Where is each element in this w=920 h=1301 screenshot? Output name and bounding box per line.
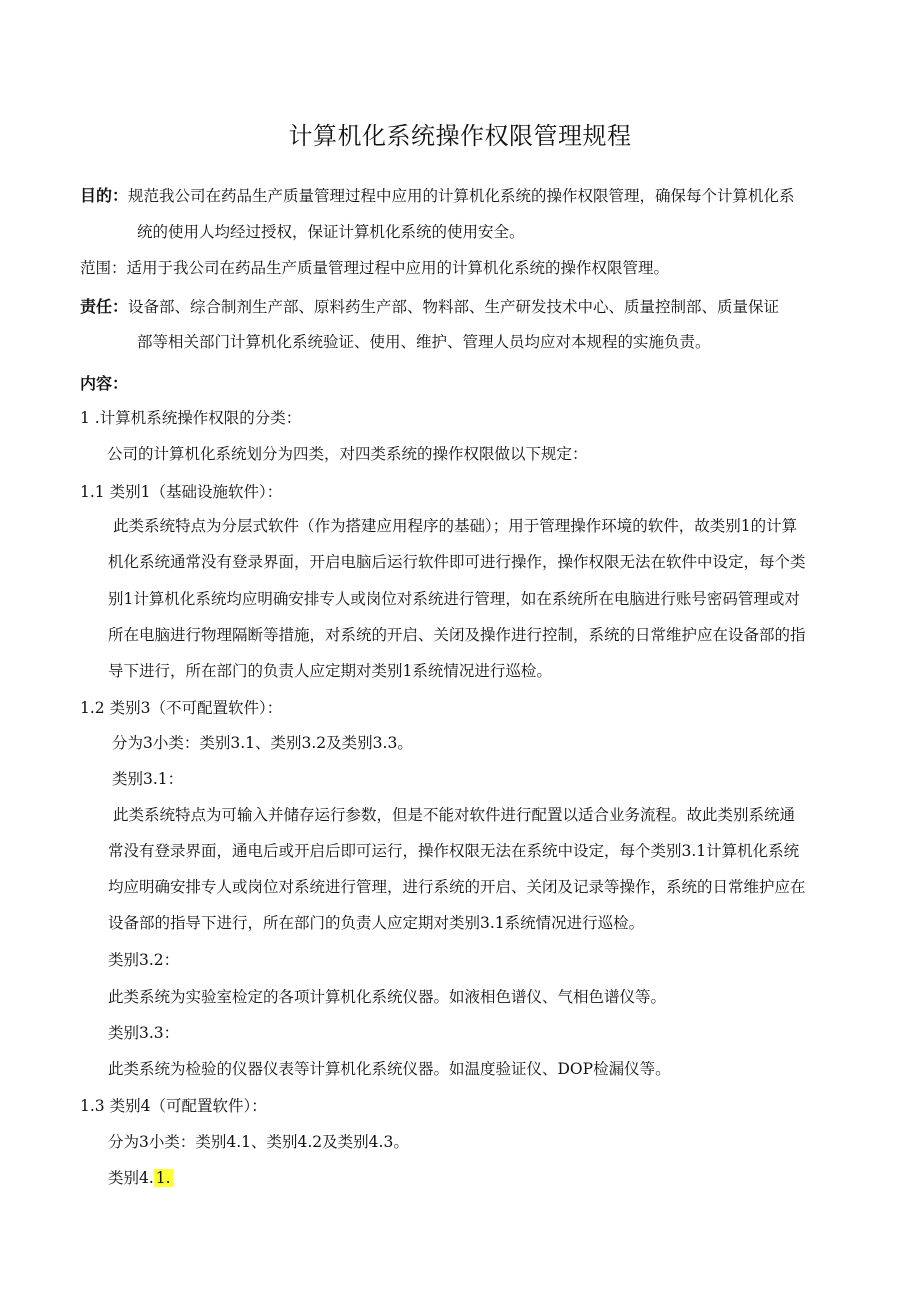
document-title: 计算机化系统操作权限管理规程 — [288, 122, 632, 150]
highlighted-text: 1. — [155, 1169, 171, 1187]
section-1-3-heading: 1.3 类别4（可配置软件）： — [80, 1097, 267, 1115]
category-3-1-heading: 类别3.1： — [112, 770, 184, 788]
category-3-3-text: 此类系统为检验的仪器仪表等计算机化系统仪器。如温度验证仪、DOP检漏仪等。 — [108, 1060, 671, 1078]
section-1-1-text-2: 机化系统通常没有登录界面，开启电脑后运行软件即可进行操作，操作权限无法在软件中设定，每个类 — [108, 553, 806, 571]
category-3-2-text: 此类系统为实验室检定的各项计算机化系统仪器。如液相色谱仪、气相色谱仪等。 — [108, 988, 667, 1006]
purpose-text-1: 规范我公司在药品生产质量管理过程中应用的计算机化系统的操作权限管理，确保每个计算机化系 — [128, 187, 795, 205]
content-label: 内容： — [80, 374, 129, 393]
category-3-2-heading: 类别3.2： — [108, 951, 180, 969]
category-4-1-prefix: 类别4. — [108, 1169, 154, 1187]
purpose-line-1 — [80, 186, 795, 206]
responsibility-text-1: 设备部、综合制剂生产部、原料药生产部、物料部、生产研发技术中心、质量控制部、质量保证 — [128, 298, 780, 316]
responsibility-text-2: 部等相关部门计算机化系统验证、使用、维护、管理人员均应对本规程的实施负责。 — [137, 333, 711, 351]
category-3-1-text-3: 均应明确安排专人或岗位对系统进行管理，进行系统的开启、关闭及记录等操作，系统的日常维护应在 — [108, 878, 806, 896]
section-1-1-text-1: 此类系统特点为分层式软件（作为搭建应用程序的基础）；用于管理操作环境的软件，故类别1的计算 — [113, 517, 798, 535]
purpose-text-2: 统的使用人均经过授权，保证计算机化系统的使用安全。 — [137, 223, 525, 241]
category-3-3-heading: 类别3.3： — [108, 1024, 180, 1042]
category-3-1-text-1: 此类系统特点为可输入并储存运行参数，但是不能对软件进行配置以适合业务流程。故此类别系统通 — [113, 806, 796, 824]
section-1-2-heading: 1.2 类别3（不可配置软件）： — [80, 699, 283, 717]
section-1-heading: 1 .计算机系统操作权限的分类： — [80, 409, 302, 427]
purpose-label: 目的： — [80, 186, 129, 205]
category-3-1-text-4: 设备部的指导下进行，所在部门的负责人应定期对类别3.1系统情况进行巡检。 — [108, 914, 645, 932]
category-3-1-text-2: 常没有登录界面，通电后或开启后即可运行，操作权限无法在系统中设定，每个类别3.1计算机化系统 — [108, 842, 800, 860]
responsibility-line-1 — [80, 297, 779, 317]
responsibility-label: 责任： — [80, 297, 129, 316]
scope-text: 范围：适用于我公司在药品生产质量管理过程中应用的计算机化系统的操作权限管理。 — [80, 259, 670, 277]
section-1-1-text-5: 导下进行，所在部门的负责人应定期对类别1系统情况进行巡检。 — [108, 662, 552, 680]
section-1-text: 公司的计算机化系统划分为四类，对四类系统的操作权限做以下规定： — [107, 445, 588, 463]
section-1-3-subclasses: 分为3小类：类别4.1、类别4.2及类别4.3。 — [108, 1133, 409, 1151]
section-1-1-heading: 1.1 类别1（基础设施软件）： — [80, 483, 283, 501]
section-1-2-subclasses: 分为3小类：类别3.1、类别3.2及类别3.3。 — [112, 734, 413, 752]
section-1-1-text-3: 别1计算机化系统均应明确安排专人或岗位对系统进行管理，如在系统所在电脑进行账号密码管理或对 — [108, 590, 800, 608]
category-4-1-heading — [108, 1168, 173, 1188]
section-1-1-text-4: 所在电脑进行物理隔断等措施，对系统的开启、关闭及操作进行控制，系统的日常维护应在设备部的指 — [108, 626, 806, 644]
